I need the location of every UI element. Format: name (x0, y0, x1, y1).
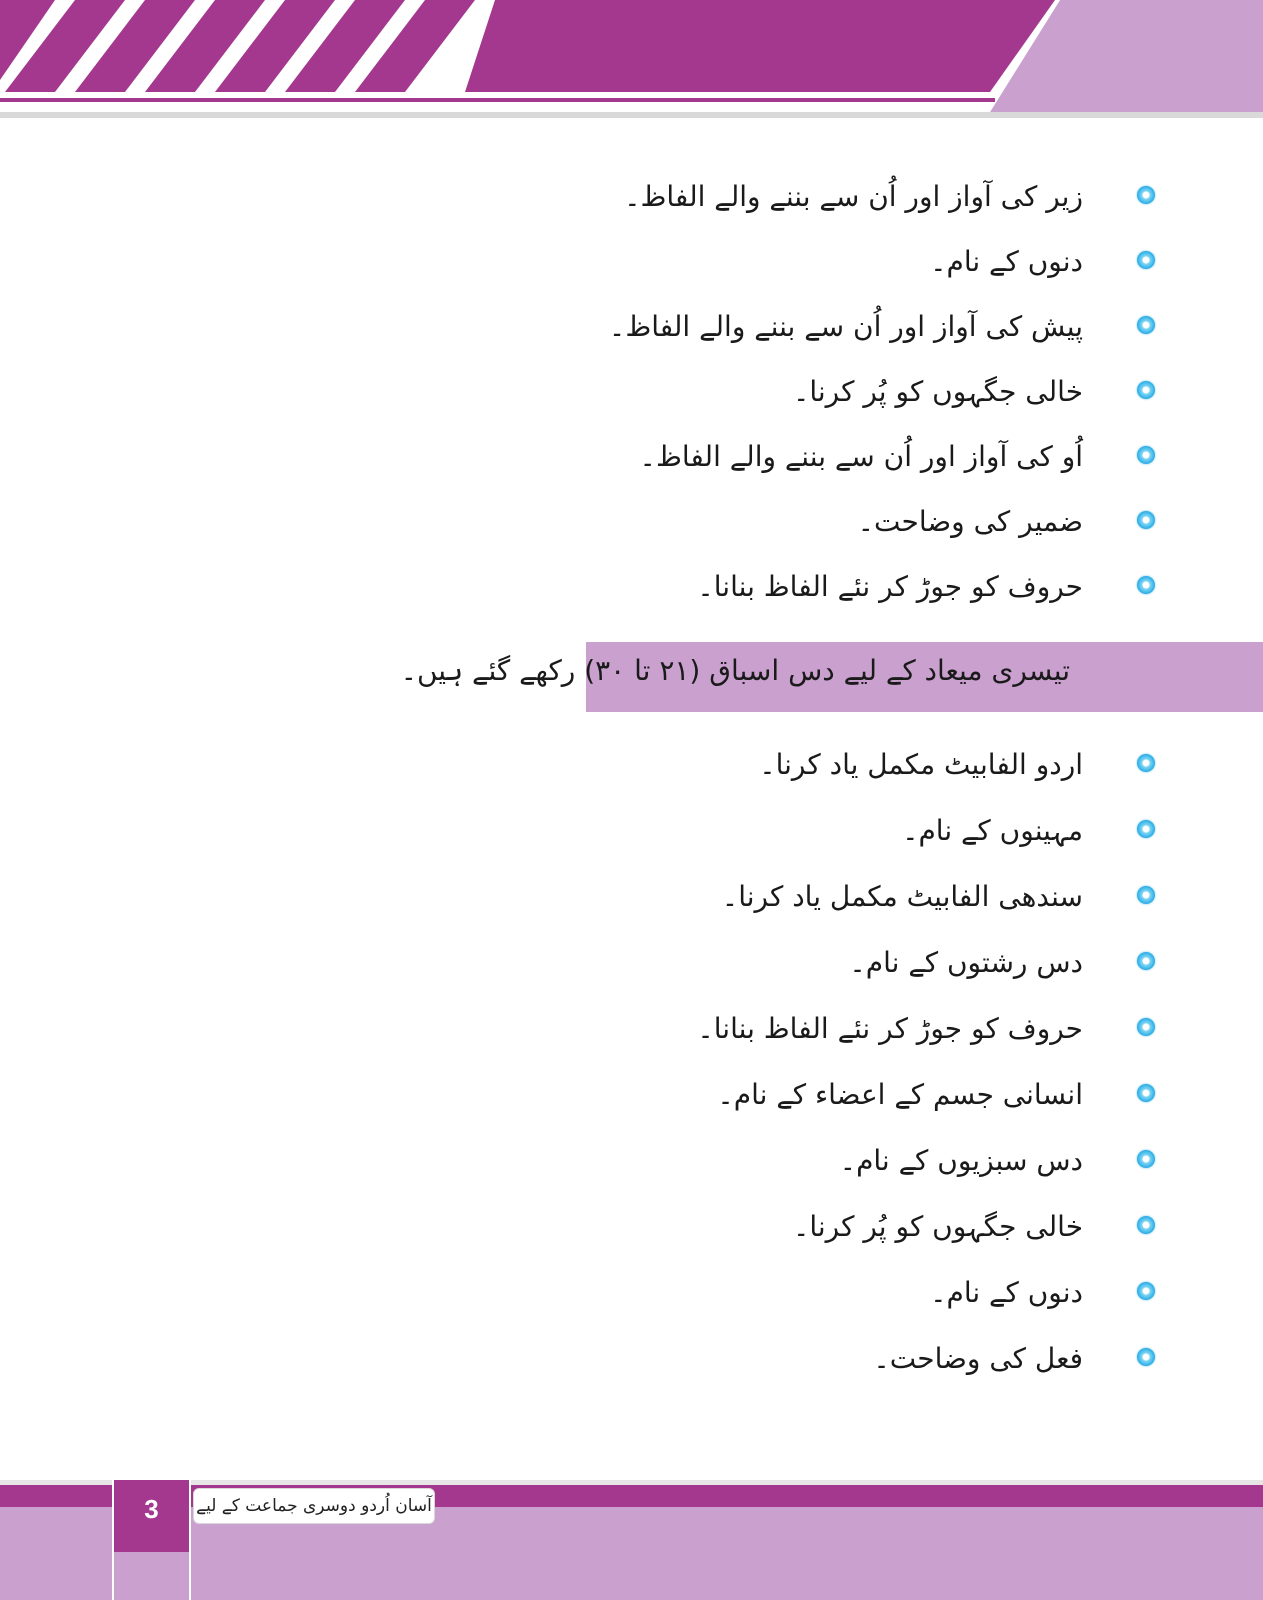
book-title-label: آسان اُردو دوسری جماعت کے لیے (193, 1488, 435, 1524)
bullet-icon (1137, 446, 1155, 464)
list-item: اُو کی آواز اور اُن سے بننے والے الفاظ۔ (609, 432, 1083, 497)
list-item: انسانی جسم کے اعضاء کے نام۔ (697, 1070, 1083, 1136)
list-item: پیش کی آواز اور اُن سے بننے والے الفاظ۔ (609, 302, 1083, 367)
bullet-icon (1137, 511, 1155, 529)
list-item: ضمیر کی وضاحت۔ (609, 497, 1083, 562)
header-stripes-graphic (0, 0, 1263, 125)
bullet-icon (1137, 251, 1155, 269)
list-item: دنوں کے نام۔ (697, 1268, 1083, 1334)
list-item: خالی جگہوں کو پُر کرنا۔ (609, 367, 1083, 432)
list-item: سندھی الفابیٹ مکمل یاد کرنا۔ (697, 872, 1083, 938)
list-item: فعل کی وضاحت۔ (697, 1334, 1083, 1400)
bullet-icon (1137, 316, 1155, 334)
section-heading: تیسری میعاد کے لیے دس اسباق (۲۱ تا ۳۰) رکھے گئے ہیں۔ (400, 654, 1070, 687)
list-item: مہینوں کے نام۔ (697, 806, 1083, 872)
list-item: دنوں کے نام۔ (609, 237, 1083, 302)
bullet-icon (1137, 754, 1155, 772)
bullet-icon (1137, 886, 1155, 904)
list-item: حروف کو جوڑ کر نئے الفاظ بنانا۔ (609, 562, 1083, 627)
third-term-topic-list (697, 740, 1083, 1400)
bullet-icon (1137, 1282, 1155, 1300)
bullet-icon (1137, 1084, 1155, 1102)
list-item: حروف کو جوڑ کر نئے الفاظ بنانا۔ (697, 1004, 1083, 1070)
bullet-icon (1137, 1216, 1155, 1234)
bullet-icon (1137, 186, 1155, 204)
list-item: اردو الفابیٹ مکمل یاد کرنا۔ (697, 740, 1083, 806)
list-item: خالی جگہوں کو پُر کرنا۔ (697, 1202, 1083, 1268)
bullet-icon (1137, 381, 1155, 399)
bullet-icon (1137, 1348, 1155, 1366)
bullet-icon (1137, 1018, 1155, 1036)
page-number: 3 (114, 1480, 189, 1552)
page-footer (0, 1480, 1263, 1600)
section-heading-bar (400, 642, 1263, 712)
bullet-icon (1137, 576, 1155, 594)
bullet-icon (1137, 952, 1155, 970)
list-item: دس سبزیوں کے نام۔ (697, 1136, 1083, 1202)
header-banner (0, 0, 1263, 125)
bullet-icon (1137, 820, 1155, 838)
list-item: زیر کی آواز اور اُن سے بننے والے الفاظ۔ (609, 172, 1083, 237)
bullet-icon (1137, 1150, 1155, 1168)
first-topic-list (609, 172, 1083, 627)
list-item: دس رشتوں کے نام۔ (697, 938, 1083, 1004)
